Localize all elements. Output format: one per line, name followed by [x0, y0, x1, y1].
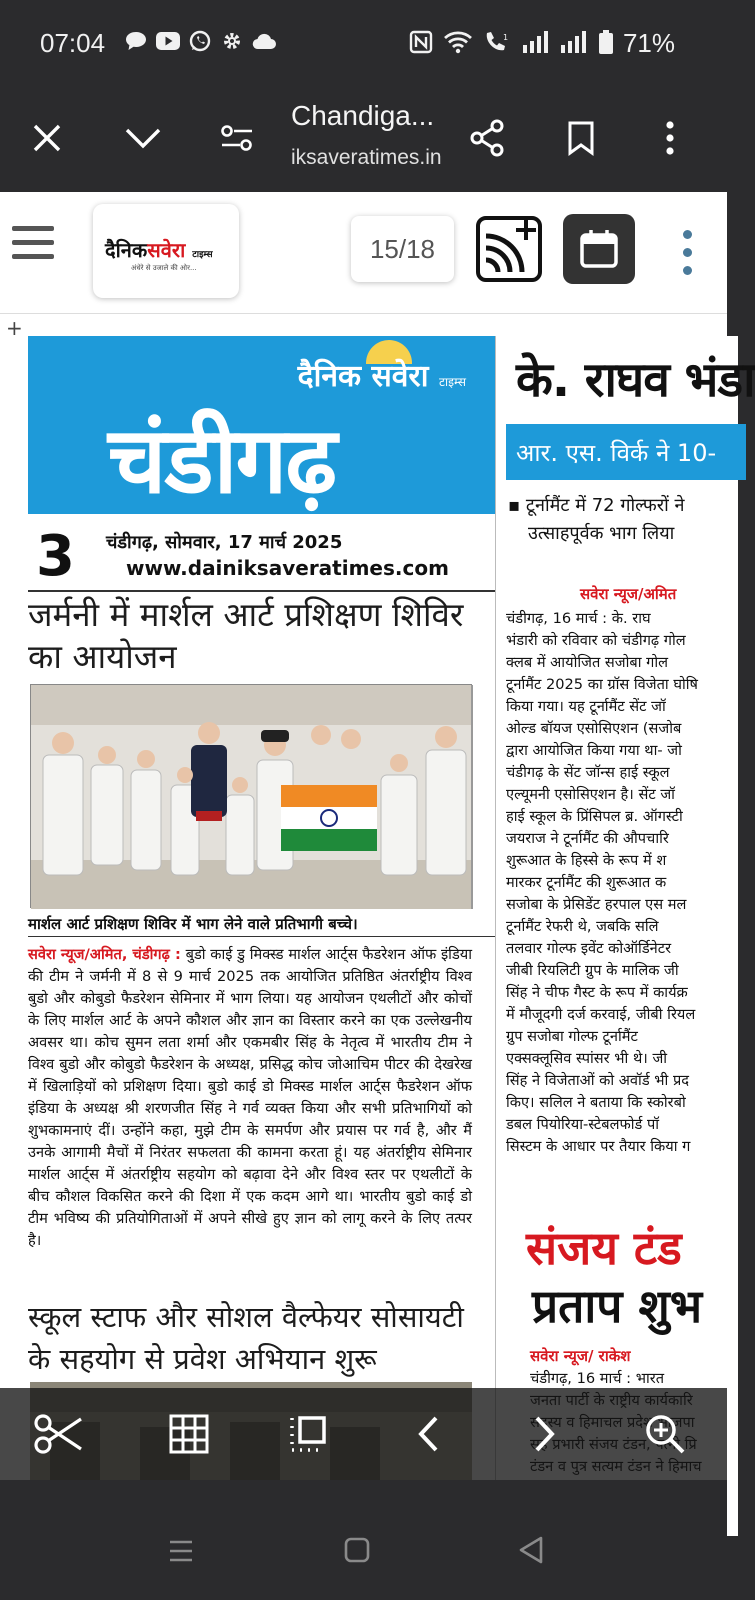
masthead-brand-sub: टाइम्स	[438, 375, 466, 389]
article1-caption: मार्शल आर्ट प्रशिक्षण शिविर में भाग लेने वाले प्रतिभागी बच्चे।	[28, 915, 358, 933]
battery-icon	[599, 30, 613, 58]
right-body-line: भंडारी को रविवार को चंडीगढ़ गोल	[506, 632, 686, 649]
masthead	[28, 336, 496, 514]
right-body-line: एक्सक्लूसिव स्पांसर भी थे। जी	[506, 1050, 668, 1067]
masthead-brand	[298, 354, 466, 395]
right-body-line: क्लब में आयोजित सजोबा गोल	[506, 654, 669, 671]
browser-toolbar	[0, 88, 727, 192]
right-body-line: सिंह ने विजेताओं को अवॉर्ड भी प्रद	[506, 1072, 689, 1089]
minimize-tab-button[interactable]	[115, 110, 171, 166]
right-body-line: जयराज ने टूर्नामैंट की औपचारि	[506, 830, 669, 847]
article1-text: बुडो काई डु मिक्स्ड मार्शल आर्ट्स फैडरेशन ऑफ इंडिया की टीम ने जर्मनी में 8 से 9 मार्च 2025 तक आयोजित प्रतिष्ठित अंतर्राष्ट्रीय विश्व बुडो और कोबुडो फैडरेशन सेमिनार में भाग लिया। यह आयोजन एथलीटों और कोचों के लिए मार्शल आर्ट के अपने कौशल और ज्ञान का विस्तार करने का एक उल्लेखनीय अवसर था। कोच सुमन लता शर्मा और एकमबीर सिंह के नेतृत्व में भारतीय टीम ने विश्व बुडो और कोबुडो फैडरेशन के अध्यक्ष, प्रसिद्ध कोच जोआचिम पीटर की देखरेख में खिलाड़ियों को प्रशिक्षण दिया। बुडो काई डो मिक्स्ड मार्शल आर्ट्स फैडरेशन ऑफ इंडिया के अध्यक्ष श्री शरणजीत सिंह ने गर्व व्यक्त किया और सभी प्रतिभागियों को शुभकामनाएं दीं। उन्होंने कहा, मुझे टीम के समर्पण और प्रयास पर गर्व है, और मैं उनके आगामी मैचों में निरंतर सफलता की कामना करता हूं। यह अंतर्राष्ट्रीय सेमिनार मार्शल आर्ट्स में अंतर्राष्ट्रीय सहयोग को बढ़ावा देने और विश्व स्तर पर एथलीटों के बीच कौशल विकसित करने की दिशा में एक कदम आगे था। भारतीय बुडो काई डो टीम भविष्य की प्रतियोगिताओं में अपने सीखे हुए ज्ञान को लागू करने के लिए तत्पर है।	[28, 946, 472, 1249]
scissors-icon	[33, 1413, 85, 1455]
right-body-line: एल्यूमनी एसोसिएशन है। सेंट जॉ	[506, 786, 675, 803]
status-time: 07:04	[40, 28, 106, 58]
page-title: Chandiga...	[291, 100, 435, 131]
page-number: 3	[36, 524, 75, 589]
back-icon	[518, 1536, 544, 1564]
previous-page-button[interactable]	[397, 1404, 459, 1464]
indian-flag-icon	[281, 785, 377, 851]
more-options-button[interactable]	[642, 110, 698, 166]
right-body-line: मारकर टूर्नामैंट की शुरूआत क	[506, 874, 667, 891]
right-body-line: जीबी रियलिटी ग्रुप के मालिक जी	[506, 962, 679, 979]
masthead-brand-text: दैनिक सवेरा	[297, 359, 429, 394]
cloud-icon	[253, 30, 275, 52]
notification-icons	[125, 30, 275, 52]
right-headline[interactable]: के. राघव भंडा	[516, 352, 755, 408]
more-vert-icon	[665, 121, 675, 155]
gear-icon	[221, 30, 243, 52]
calendar-button[interactable]	[563, 214, 635, 284]
crop-icon	[288, 1414, 328, 1454]
back-button[interactable]	[518, 1536, 544, 1568]
dateline: चंडीगढ़, सोमवार, 17 मार्च 2025	[106, 532, 343, 553]
right-body-line: सिस्टम के आधार पर तैयार किया ग	[506, 1138, 691, 1155]
right-body-line: तलवार गोल्फ इवेंट कोऑर्डिनेटर	[506, 940, 672, 957]
rss-button[interactable]	[476, 216, 542, 282]
calendar-icon	[579, 229, 619, 269]
whatsapp-icon	[189, 30, 211, 52]
youtube-icon	[157, 30, 179, 52]
crop-mark-icon: +	[6, 316, 23, 340]
article1-body[interactable]	[28, 944, 472, 1252]
page-url: iksaveratimes.in	[291, 146, 442, 169]
battery-percent: 71%	[622, 28, 675, 58]
newspaper-page-left	[28, 336, 496, 1536]
right-body-line: डबल पियोरिया-स्टेबलफोर्ड पॉ	[506, 1116, 660, 1133]
right-body-line: सजोबा के प्रेसिडेंट हरपाल एस मल	[506, 896, 687, 913]
right-body-line: चंडीगढ़, 16 मार्च : के. राघ	[506, 610, 651, 627]
home-icon	[344, 1537, 370, 1563]
hamburger-icon-line	[12, 254, 54, 259]
divider	[28, 590, 496, 592]
recent-apps-button[interactable]	[168, 1538, 194, 1568]
right-body-line: सिंह ने चीफ गैस्ट के रूप में कार्यक्र	[506, 984, 688, 1001]
more-vert-icon	[683, 230, 692, 239]
rss-add-icon	[480, 220, 538, 278]
chevron-down-icon	[125, 127, 161, 149]
article1-photo[interactable]	[30, 684, 472, 908]
hamburger-icon-line	[12, 240, 54, 245]
more-dot	[683, 248, 692, 257]
epaper-more-button[interactable]	[683, 230, 693, 284]
right-headline-2[interactable]: संजय टंड	[526, 1221, 682, 1275]
wifi-icon	[443, 30, 473, 58]
menu-button[interactable]	[12, 226, 54, 262]
nfc-icon	[409, 30, 433, 58]
bookmark-icon	[568, 121, 594, 155]
recent-apps-icon	[168, 1538, 194, 1564]
right-body-line: टूर्नामैंट रेफरी थे, जबकि सलि	[506, 918, 659, 935]
masthead-city: चंडीगढ़	[108, 407, 336, 514]
share-icon	[469, 119, 505, 157]
thumbnails-button[interactable]	[158, 1404, 220, 1464]
article1-headline[interactable]: जर्मनी में मार्शल आर्ट प्रशिक्षण शिविर का आयोजन	[28, 595, 464, 676]
right-body-line: हाई स्कूल के प्रिंसिपल ब्र. ऑगस्टी	[506, 808, 683, 825]
epaper-header	[0, 192, 727, 314]
right-body-line: किया गया। यह टूर्नामैंट सेंट जॉ	[506, 698, 666, 715]
signal-2-icon	[561, 31, 589, 57]
right-body-line: चंडीगढ़ के सेंट जॉन्स हाई स्कूल	[506, 764, 670, 781]
right-byline: सवेरा न्यूज/अमित	[580, 585, 677, 603]
right-bullet-line-2: उत्साहपूर्वक भाग लिया	[528, 523, 675, 544]
logo-text-red: सवेरा	[147, 238, 186, 262]
right-body-2-line: चंडीगढ़, 16 मार्च : भारत	[530, 1370, 665, 1387]
signal-1-icon	[523, 31, 551, 57]
group-photo-image	[31, 685, 473, 909]
more-dot	[683, 266, 692, 275]
page-divider	[495, 336, 496, 1536]
logo-tagline: अंधेरे से उजाले की ओर...	[131, 264, 197, 272]
page-tools-bar	[0, 1388, 727, 1480]
right-body-line: द्वारा आयोजित किया गया था- जो	[506, 742, 682, 759]
system-icons	[409, 28, 675, 59]
svg-text:1: 1	[502, 32, 509, 42]
newspaper-viewport[interactable]	[0, 314, 755, 1508]
logo-sub: टाइम्स	[192, 250, 213, 260]
clip-button[interactable]	[28, 1404, 90, 1464]
right-body-line: किए। सलिल ने बताया कि स्कोरबो	[506, 1094, 686, 1111]
zoom-in-button[interactable]	[634, 1404, 696, 1464]
hamburger-icon	[12, 226, 54, 231]
next-page-button[interactable]	[514, 1404, 576, 1464]
page-indicator[interactable]: 15/18	[351, 216, 454, 282]
divider	[28, 936, 496, 937]
right-body-line: शुरूआत के हिस्से के रूप में श	[506, 852, 667, 869]
right-body-line: टूर्नामैंट 2025 का ग्रॉस विजेता घोषि	[506, 676, 698, 693]
site-settings-button[interactable]	[209, 110, 265, 166]
right-body-line: ग्रुप सजोबा गोल्फ टूर्नामैंट	[506, 1028, 638, 1045]
status-bar	[0, 0, 727, 88]
close-tab-button[interactable]	[19, 110, 75, 166]
logo-text-black: दैनिक	[105, 238, 148, 262]
select-area-button[interactable]	[277, 1404, 339, 1464]
nav-gap	[0, 1480, 727, 1508]
right-byline-2: सवेरा न्यूज/ राकेश	[530, 1347, 631, 1365]
grid-icon	[169, 1414, 209, 1454]
site-logo[interactable]	[93, 204, 239, 298]
share-button[interactable]	[459, 110, 515, 166]
website: www.dainiksaveratimes.com	[126, 556, 449, 580]
tune-icon	[220, 123, 254, 153]
chevron-right-icon	[533, 1415, 557, 1453]
home-button[interactable]	[344, 1537, 370, 1567]
chevron-left-icon	[416, 1415, 440, 1453]
close-icon	[32, 123, 62, 153]
bookmark-button[interactable]	[553, 110, 609, 166]
article2-headline[interactable]: स्कूल स्टाफ और सोशल वैल्फेयर सोसायटी के सहयोग से प्रवेश अभियान शुरू	[28, 1300, 464, 1376]
article1-byline: सवेरा न्यूज/अमित, चंडीगढ़ :	[28, 946, 181, 963]
right-body-line: ओल्ड बॉयज एसोसिएशन (सजोब	[506, 720, 682, 737]
volte-call-icon	[483, 30, 513, 58]
right-subhead: आर. एस. विर्क ने 10-	[516, 439, 717, 467]
right-body-line: में मौजूदगी दर्ज करवाई, जीबी रियल	[506, 1006, 696, 1023]
chat-icon	[125, 30, 147, 52]
system-nav-bar	[0, 1508, 727, 1600]
right-bullet-line-1: ▪ टूर्नामैंट में 72 गोल्फरों ने	[508, 495, 685, 516]
right-bullet	[508, 492, 684, 548]
logo-wordmark	[105, 236, 213, 263]
right-body[interactable]	[506, 608, 738, 1158]
zoom-in-icon	[644, 1413, 686, 1455]
right-headline-3[interactable]: प्रताप शुभ	[532, 1279, 703, 1333]
newspaper-page-right	[498, 336, 755, 1536]
